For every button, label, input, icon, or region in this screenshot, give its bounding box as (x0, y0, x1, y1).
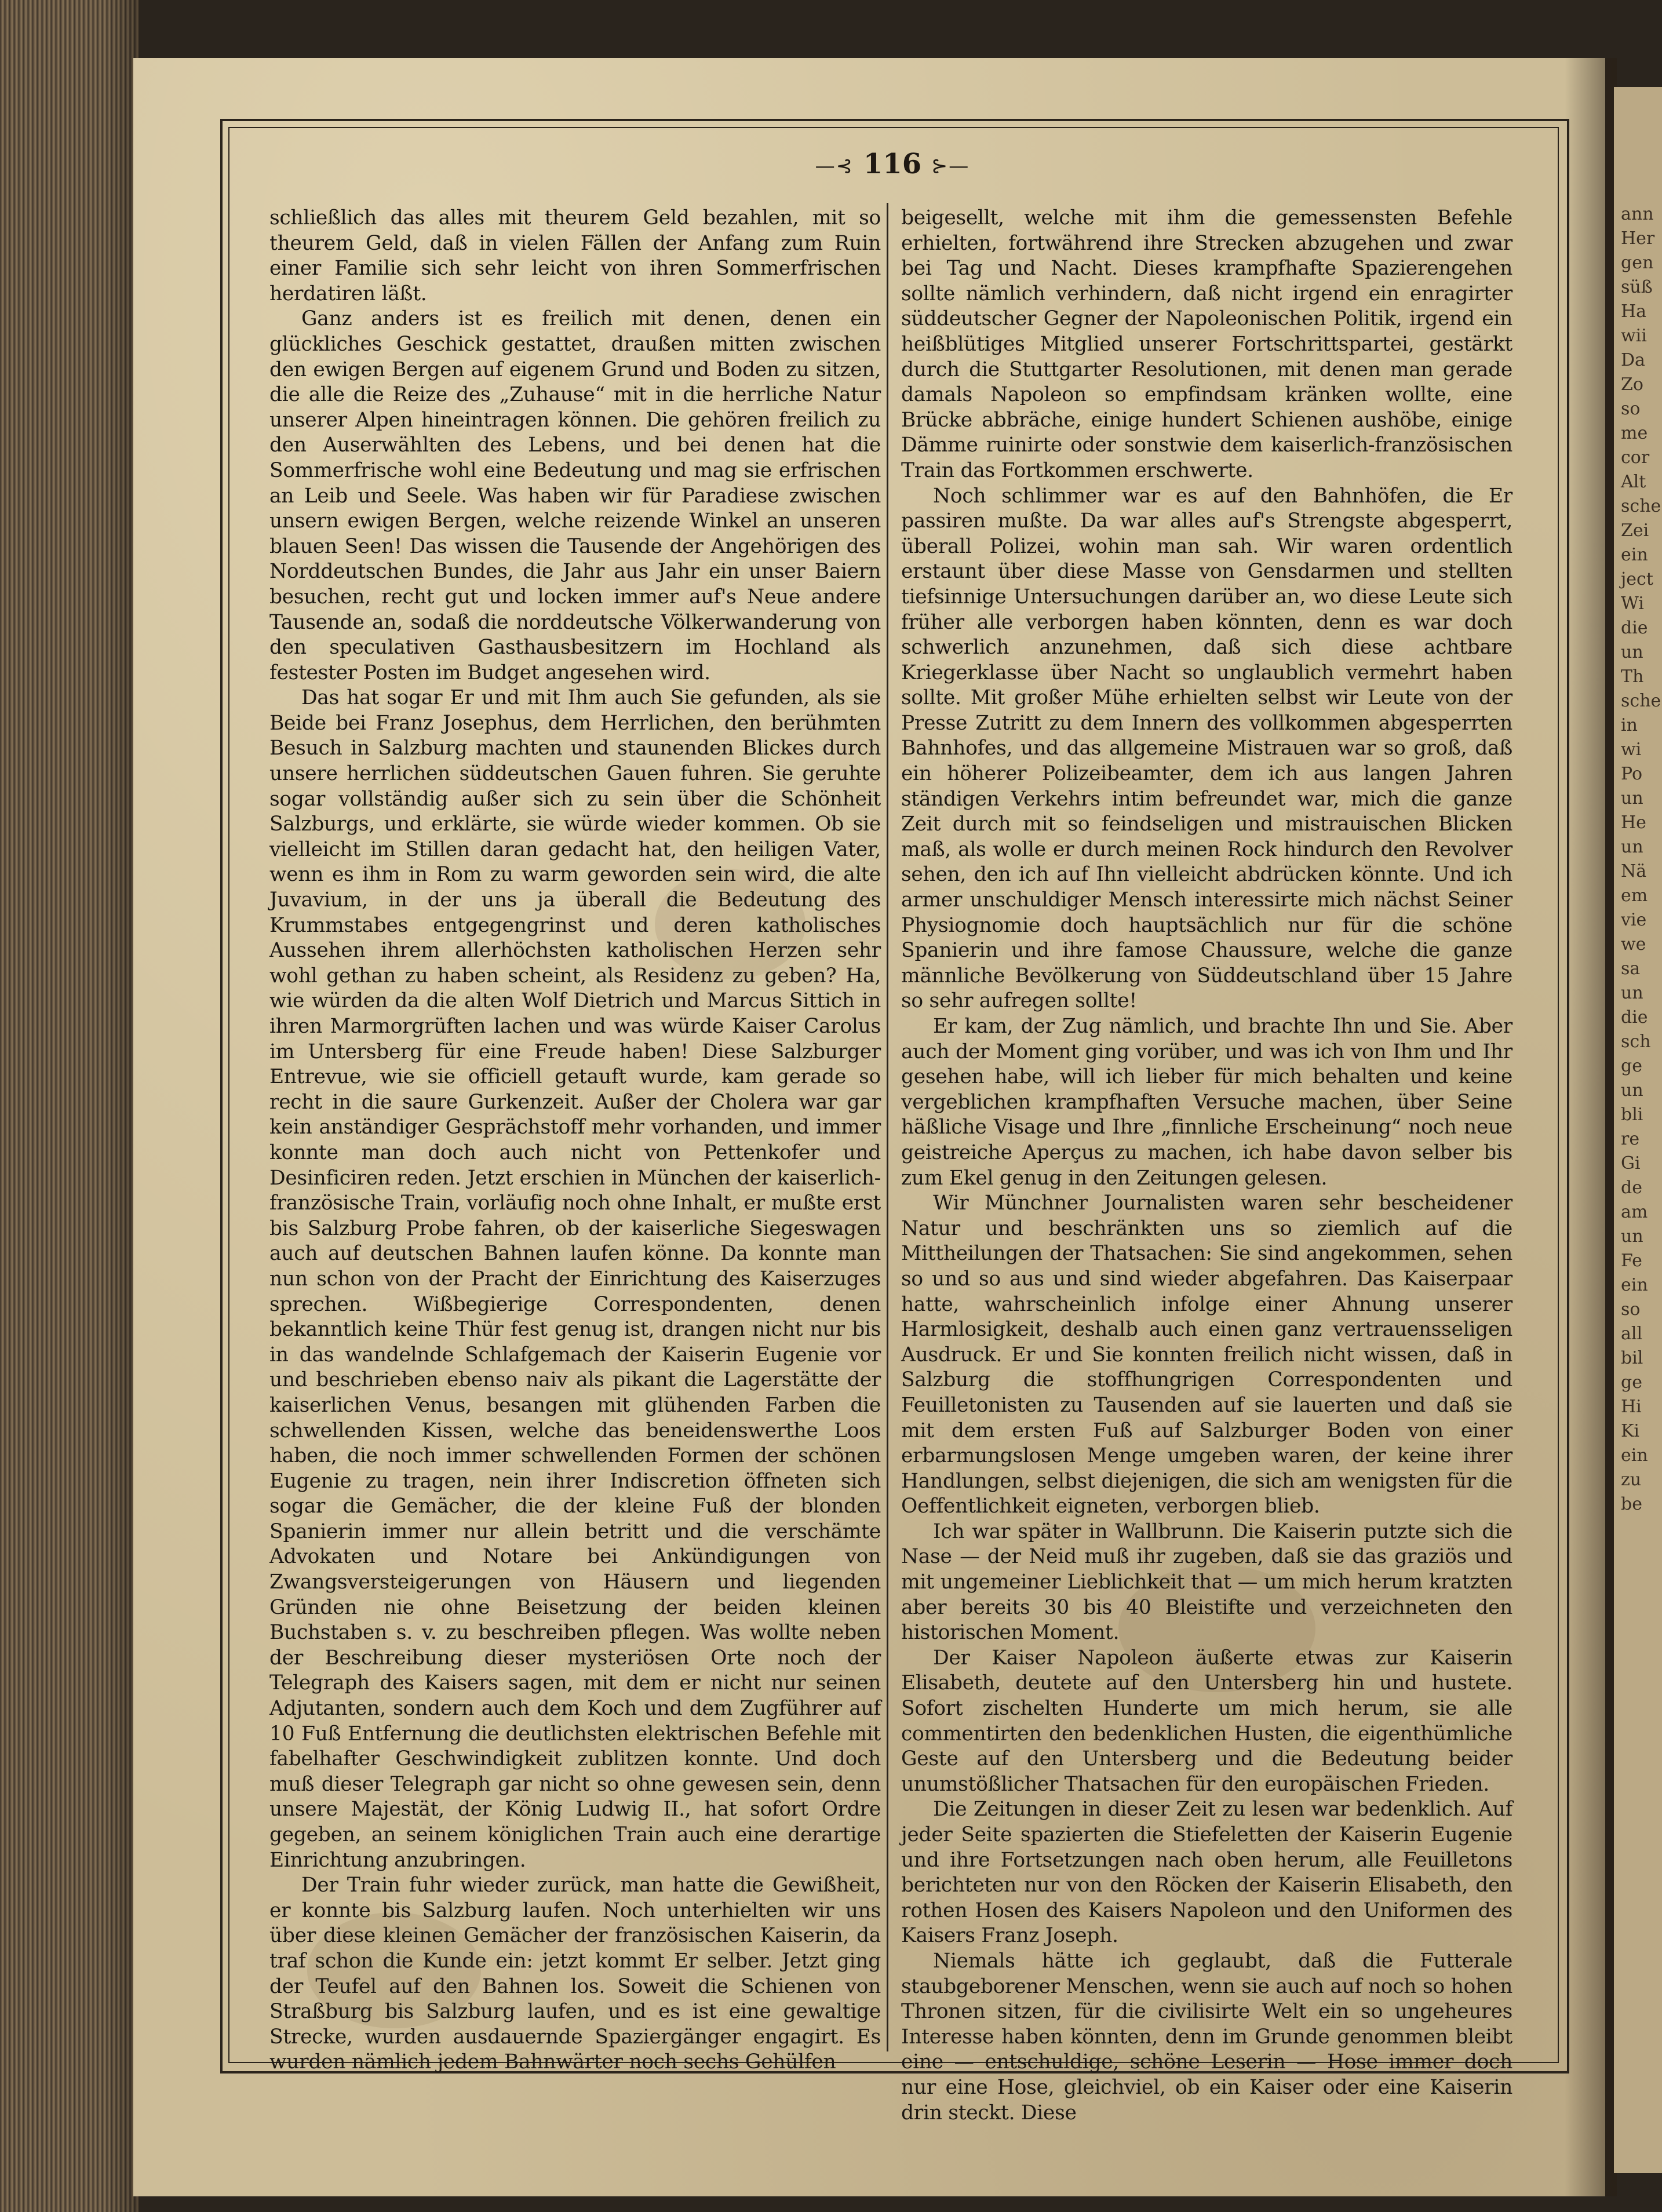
adjacent-page-fragment: ge (1621, 1372, 1642, 1393)
adjacent-page-fragment: Nä (1621, 861, 1647, 881)
paragraph: schließlich das alles mit theurem Geld bezahlen, mit so theurem Geld, daß in vielen Fällen der Anfang zum Ruin einer Familie sich sehr leicht von ihren Sommerfrischen herdatiren läßt. (269, 206, 881, 305)
paragraph: Der Train fuhr wieder zurück, man hatte die Gewißheit, er konnte bis Salzburg laufen. Noch unterhielten wir uns über diese kleinen Gemächer der französischen Kaiserin, da traf schon die Kunde ein: jetzt kommt Er selber. Jetzt ging der Teufel auf den Bahnen los. Soweit die Schienen von Straßburg bis Salzburg laufen, und es ist eine gewaltige Strecke, wurden ausdauernde Spaziergänger engagirt. Es wurden nämlich jedem Bahnwärter noch sechs Gehülfen (269, 1874, 881, 2074)
paragraph: Der Kaiser Napoleon äußerte etwas zur Kaiserin Elisabeth, deutete auf den Untersberg hin und hustete. Sofort zischelten Hunderte um mich herum, sie alle commentirten den bedenklichen Husten, die eigenthümliche Geste auf den Untersberg und die Bedeutung beider unumstößlicher Thatsachen für den europäischen Frieden. (901, 1646, 1512, 1796)
page-number: 116 (863, 148, 922, 180)
book-page-edges (0, 0, 139, 2212)
page-header (228, 148, 1557, 188)
adjacent-page-fragment: Po (1621, 764, 1643, 784)
paragraph: Wir Münchner Journalisten waren sehr bescheidener Natur und beschränkten uns so ziemlich auf die Mittheilungen der Thatsachen: Sie sind angekommen, sehen so und so aus und sind wieder abgefahren. Das Kaiserpaar hatte, wahrscheinlich infolge einer Ahnung unserer Harmlosigkeit, deshalb auch einen ganz vertrauensseligen Ausdruck. Er und Sie konnten freilich nicht wissen, daß in Salzburg die stoffhungrigen Correspondenten und Feuilletonisten zu Tausenden auf sie lauerten und daß sie mit dem ersten Fuß auf Salzburger Boden von einer erbarmungslosen Menge umgeben waren, der keine ihrer Handlungen, selbst diejenigen, die sich am wenigsten für die Oeffentlichkeit eigneten, verborgen blieb. (901, 1191, 1512, 1518)
adjacent-page-fragment: ject (1621, 569, 1653, 589)
adjacent-page-fragment: sche (1621, 496, 1661, 516)
paragraph: Das hat sogar Er und mit Ihm auch Sie gefunden, als sie Beide bei Franz Josephus, dem Herrlichen, den berühmten Besuch in Salzburg machten und staunenden Blickes durch unsere herrlichen süddeutschen Gauen fuhren. Sie geruhte sogar vollständig außer sich zu sein über die Schönheit Salzburgs, und erklärte, sie würde wieder kommen. Ob sie vielleicht im Stillen daran gedacht hat, den heiligen Vater, wenn es ihm in Rom zu warm geworden sein wird, die alte Juvavium, in der uns ja überall die Bedeutung des Krummstabes entgegengrinst und deren katholisches Aussehen ihrem allerhöchsten katholischen Herzen sehr wohl gethan zu haben scheint, als Residenz zu geben? Ha, wie würden da die alten Wolf Dietrich und Marcus Sittich in ihren Marmorgrüften lachen und was würde Kaiser Carolus im Untersberg für eine Freude haben! Diese Salzburger Entrevue, wie sie officiell getauft wurde, kam gerade so recht in die saure Gurkenzeit. Außer der Cholera war gar kein anständiger Gesprächstoff mehr vorhanden, und immer konnte man doch auch nicht von Pettenkofer und Desinficiren reden. Jetzt erschien in München der kaiserlich-französische Train, vorläufig noch ohne Inhalt, er mußte erst bis Salzburg Probe fahren, ob der kaiserliche Siegeswagen auch auf deutschen Bahnen laufen könne. Da konnte man nun schon von der Pracht der Einrichtung des Kaiserzuges sprechen. Wißbegierige Correspondenten, denen bekanntlich keine Thür fest genug ist, drangen nicht nur bis in das wandelnde Schlafgemach der Kaiserin Eugenie vor und beschrieben ebenso naiv als pikant die Lagerstätte der kaiserlichen Venus, besangen mit glühenden Farben die schwellenden Kissen, welche das beneidenswerthe Loos haben, die noch immer schwellenden Formen der schönen Eugenie zu tragen, nein ihrer Indiscretion öffneten sich sogar die Gemächer, die der kleine Fuß der blonden Spanierin immer nur allein betritt und die verschämte Advokaten und Notare bei Ankündigungen von Zwangsversteigerungen von Häusern und liegenden Gründen nie ohne Beisetzung der beiden kleinen Buchstaben s. v. zu beschreiben pflegen. Was wollte neben der Beschreibung dieser mysteriösen Orte noch der Telegraph des Kaisers sagen, mit dem er nicht nur seinen Adjutanten, sondern auch dem Koch und dem Zugführer auf 10 Fuß Entfernung die deutlichsten elektrischen Befehle mit fabelhafter Geschwindigkeit zublitzen konnte. Und doch muß dieser Telegraph gar nicht so ohne gewesen sein, denn unsere Majestät, der König Ludwig II., hat sofort Ordre gegeben, an seinem königlichen Train auch eine derartige Einrichtung anzubringen. (269, 686, 881, 1872)
adjacent-page-fragment: Alt (1621, 472, 1646, 492)
adjacent-page-fragment: all (1621, 1324, 1643, 1344)
adjacent-page-fragment: die (1621, 1007, 1648, 1027)
adjacent-page (1614, 87, 1662, 2173)
adjacent-page-fragment: Her (1621, 228, 1655, 249)
adjacent-page-fragment: de (1621, 1178, 1642, 1198)
adjacent-page-fragment: Ki (1621, 1421, 1640, 1441)
gutter-shadow (1565, 58, 1617, 2196)
adjacent-page-fragment: be (1621, 1494, 1642, 1514)
paragraph: Ganz anders ist es freilich mit denen, denen ein glückliches Geschick gestattet, draußen mitten zwischen den ewigen Bergen auf eigenem Grund und Boden zu sitzen, die alle die Reize des „Zuhause“ mit in die herrliche Natur unserer Alpen hineintragen können. Die gehören freilich zu den Auserwählten des Lebens, und bei denen hat die Sommerfrische wohl eine Bedeutung und mag sie erfrischen an Leib und Seele. Was haben wir für Paradiese zwischen unsern ewigen Bergen, welche reizende Winkel an unseren blauen Seen! Das wissen die Tausende der Angehörigen des Norddeutschen Bundes, die Jahr aus Jahr ein unser Baiern besuchen, recht gut und locken immer auf's Neue andere Tausende an, sodaß die norddeutsche Völkerwanderung von den speculativen Gasthausbesitzern im Hochland als festester Posten im Budget angesehen wird. (269, 307, 881, 684)
adjacent-page-fragment: wi (1621, 739, 1642, 760)
paragraph: Noch schlimmer war es auf den Bahnhöfen, die Er passiren mußte. Da war alles auf's Strengste abgesperrt, überall Polizei, wohin man sah. Wir waren ordentlich erstaunt über diese Masse von Gensdarmen und stellten tiefsinnige Untersuchungen darüber an, wo diese Leute sich früher alle verborgen haben könnten, denn es war doch schwerlich anzunehmen, daß sich diese achtbare Kriegerklasse über Nacht so unglaublich vermehrt haben sollte. Mit großer Mühe erhielten selbst wir Leute von der Presse Zutritt zu dem Innern des vollkommen abgesperrten Bahnhofes, und das allgemeine Mistrauen war so groß, daß ein höherer Polizeibeamter, dem ich aus langen Jahren ständigen Verkehrs intim befreundet war, mich die ganze Zeit durch mit so feindseligen und mistrauischen Blicken maß, als wolle er durch meinen Rock hindurch den Revolver sehen, den ich auf Ihn vielleicht abdrücken könnte. Und ich armer unschuldiger Mensch interessirte mich nächst Seiner Physiognomie doch hauptsächlich nur für die schöne Spanierin und ihre famose Chaussure, welche die ganze männliche Bevölkerung von Süddeutschland über 15 Jahre so sehr aufregen sollte! (901, 484, 1512, 1013)
adjacent-page-fragment: un (1621, 983, 1643, 1003)
adjacent-page-fragment: un (1621, 837, 1643, 857)
adjacent-page-fragment: me (1621, 423, 1648, 443)
paragraph: Die Zeitungen in dieser Zeit zu lesen war bedenklich. Auf jeder Seite spazierten die Stiefeletten der Kaiserin Eugenie und ihre Fortsetzungen nach oben herum, alle Feuilletons berichteten nur von den Röcken der Kaiserin Elisabeth, den rothen Hosen des Kaisers Napoleon und den Uniformen des Kaisers Franz Joseph. (901, 1798, 1512, 1948)
adjacent-page-fragment: em (1621, 885, 1648, 906)
adjacent-page-fragment: Hi (1621, 1397, 1642, 1417)
adjacent-page-fragment: gen (1621, 253, 1654, 273)
adjacent-page-fragment: in (1621, 715, 1638, 735)
paragraph: Niemals hätte ich geglaubt, daß die Futterale staubgeborener Menschen, wenn sie auch auf noch so hohen Thronen sitzen, für die civilisirte Welt ein so ungeheures Interesse haben könnten, denn im Grunde genommen bleibt eine — entschuldige, schöne Leserin — Hose immer doch nur eine Hose, gleichviel, ob ein Kaiser oder eine Kaiserin drin steckt. Diese (901, 1949, 1512, 2124)
adjacent-page-fragment: un (1621, 1080, 1643, 1100)
paragraph: Er kam, der Zug nämlich, und brachte Ihn und Sie. Aber auch der Moment ging vorüber, und was ich von Ihm und Ihr gesehen habe, will ich lieber für mich behalten und keine vergeblichen krampfhaften Versuche machen, über Seine häßliche Visage und Ihre „finnliche Erscheinung“ noch neue geistreiche Aperçus zu machen, ich habe davon selber bis zum Ekel genug in den Zeitungen gelesen. (901, 1015, 1512, 1190)
adjacent-page-fragment: un (1621, 1226, 1643, 1247)
adjacent-page-fragment: re (1621, 1129, 1640, 1149)
adjacent-page-fragment: Th (1621, 666, 1644, 687)
header-ornament-left: —⊰ (815, 154, 854, 178)
text-column-right (901, 206, 1512, 2124)
adjacent-page-fragment: He (1621, 812, 1646, 833)
adjacent-page-fragment: am (1621, 1202, 1648, 1222)
header-ornament-right: ⊱— (931, 154, 970, 178)
adjacent-page-fragment: ein (1621, 1275, 1648, 1295)
adjacent-page-fragment: we (1621, 934, 1646, 954)
adjacent-page-fragment: Zei (1621, 520, 1649, 541)
adjacent-page-fragment: Da (1621, 350, 1645, 370)
adjacent-page-fragment: Ha (1621, 301, 1647, 322)
text-column-left (269, 206, 881, 2074)
adjacent-page-fragment: so (1621, 1299, 1641, 1320)
adjacent-page-fragment: Fe (1621, 1251, 1642, 1271)
adjacent-page-fragment: die (1621, 618, 1648, 638)
adjacent-page-fragment: bil (1621, 1348, 1643, 1368)
adjacent-page-fragment: Zo (1621, 374, 1643, 395)
paragraph: Ich war später in Wallbrunn. Die Kaiserin putzte sich die Nase — der Neid muß ihr zugeben, daß sie das graziös und mit ungemeiner Lieblichkeit that — um mich herum kratzten aber bereits 30 bis 40 Bleistifte und verzeichneten den historischen Moment. (901, 1519, 1512, 1645)
column-divider (887, 203, 888, 2051)
adjacent-page-fragment: zu (1621, 1470, 1642, 1490)
adjacent-page-fragment: sch (1621, 1032, 1651, 1052)
adjacent-page-fragment: ein (1621, 1445, 1648, 1466)
paragraph: beigesellt, welche mit ihm die gemessensten Befehle erhielten, fortwährend ihre Strecken abzugehen und zwar bei Tag und Nacht. Dieses krampfhafte Spazierengehen sollte nämlich verhindern, daß nicht irgend ein enragirter süddeutscher Gegner der Napoleonischen Politik, irgend ein heißblütiges Mitglied unserer Fortschrittspartei, gestärkt durch die Stuttgarter Resolutionen, mit denen man gerade damals Napoleon so empfindsam kränken wollte, eine Brücke abbräche, einige hundert Schienen aushöbe, einige Dämme ruinirte oder sonstwie dem kaiserlich-französischen Train das Fortkommen erschwerte. (901, 206, 1512, 482)
adjacent-page-fragment: un (1621, 788, 1643, 808)
adjacent-page-text (1621, 203, 1661, 1517)
adjacent-page-fragment: so (1621, 399, 1641, 419)
adjacent-page-fragment: sa (1621, 959, 1641, 979)
adjacent-page-fragment: ein (1621, 545, 1648, 565)
adjacent-page-fragment: cor (1621, 447, 1650, 468)
adjacent-page-fragment: un (1621, 642, 1643, 662)
adjacent-page-fragment: ann (1621, 204, 1654, 224)
adjacent-page-fragment: wii (1621, 326, 1647, 346)
adjacent-page-fragment: Gi (1621, 1153, 1641, 1174)
adjacent-page-fragment: sche (1621, 691, 1661, 711)
adjacent-page-fragment: süß (1621, 277, 1653, 297)
adjacent-page-fragment: ge (1621, 1056, 1642, 1076)
adjacent-page-fragment: Wi (1621, 593, 1644, 614)
adjacent-page-fragment: bli (1621, 1105, 1643, 1125)
adjacent-page-fragment: vie (1621, 910, 1647, 930)
